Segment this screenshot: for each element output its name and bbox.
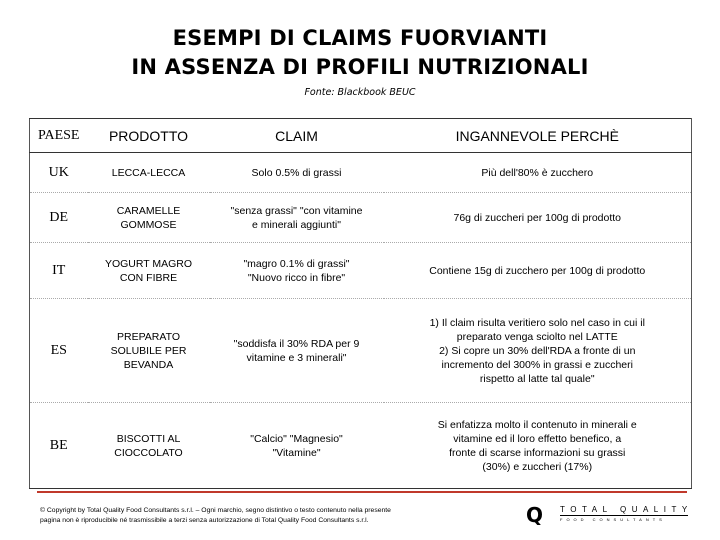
cell-line: Solo 0.5% di grassi [251,166,342,179]
cell-line: fronte di scarse informazioni su grassi [449,446,626,459]
cell-line: Più dell'80% è zucchero [481,166,594,179]
cell-country: IT [30,243,88,299]
column-header-country: PAESE [30,119,88,153]
table-row [30,193,692,243]
cell-line: 1) Il claim risulta veritiero solo nel caso in cui il [429,316,645,329]
logo-name: TOTAL QUALITY [560,505,693,514]
copyright-line-1: © Copyright by Total Quality Food Consultants s.r.l. – Ogni marchio, segno distintivo o testo contenuto nella presente [40,507,391,514]
logo-subtitle: FOOD CONSULTANTS [560,517,666,522]
table-row [30,403,692,489]
cell-line: PREPARATO [116,330,180,343]
cell-line: "magro 0.1% di grassi" [243,257,350,270]
cell-product [88,153,210,193]
cell-claim [210,243,384,299]
cell-line: 2) Si copre un 30% dell'RDA a fronte di un [439,344,636,357]
page-title [0,24,720,82]
cell-why [384,243,692,299]
cell-line: CIOCCOLATO [114,446,183,459]
cell-line: SOLUBILE PER [110,344,187,357]
copyright-notice [40,506,508,526]
cell-product [88,403,210,489]
column-header-product: PRODOTTO [88,119,210,153]
cell-line: BISCOTTI AL [116,432,181,445]
table-row [30,243,692,299]
column-header-why: INGANNEVOLE PERCHÈ [384,119,692,153]
cell-line: GOMMOSE [120,218,177,231]
copyright-line-2: pagina non è riproducibile né trasmissibile a terzi senza autorizzazione di Total Quality Food Consultants s.r.l. [40,517,369,524]
logo-rule [560,515,688,516]
cell-product [88,193,210,243]
table-row [30,153,692,193]
table-header-row [30,119,692,153]
cell-claim [210,403,384,489]
cell-line: "Nuovo ricco in fibre" [247,271,346,284]
claims-table [29,118,692,489]
source-note: Fonte: Blackbook BEUC [304,87,416,98]
cell-line: incremento del 300% in grassi e zuccheri [441,358,633,371]
title-line-2: IN ASSENZA DI PROFILI NUTRIZIONALI [131,55,589,79]
cell-claim [210,299,384,403]
cell-country: DE [30,193,88,243]
cell-line: preparato venga sciolto nel LATTE [456,330,618,343]
cell-line: 76g di zuccheri per 100g di prodotto [453,211,622,224]
cell-line: vitamine ed il loro effetto benefico, a [453,432,622,445]
cell-why [384,299,692,403]
cell-claim [210,153,384,193]
cell-line: "Calcio" "Magnesio" [250,432,343,445]
cell-product [88,299,210,403]
cell-claim [210,193,384,243]
cell-why [384,193,692,243]
cell-line: LECCA-LECCA [111,166,186,179]
cell-product [88,243,210,299]
cell-line: YOGURT MAGRO [104,257,193,270]
cell-line: Contiene 15g di zucchero per 100g di prodotto [429,264,646,277]
cell-line: CARAMELLE [116,204,181,217]
cell-line: vitamine e 3 minerali" [246,351,347,364]
cell-line: Si enfatizza molto il contenuto in minerali e [437,418,637,431]
cell-country: BE [30,403,88,489]
cell-country: UK [48,164,69,180]
cell-why [384,403,692,489]
cell-line: CON FIBRE [119,271,178,284]
title-line-1: ESEMPI DI CLAIMS FUORVIANTI [172,26,548,50]
cell-line: (30%) e zuccheri (17%) [482,460,593,473]
logo-letter: Q [526,503,544,527]
cell-line: "senza grassi" "con vitamine [230,204,363,217]
cell-line: "Vitamine" [272,446,321,459]
company-logo [522,502,692,528]
cell-line: BEVANDA [123,358,174,371]
column-header-claim: CLAIM [210,119,384,153]
cell-why [384,153,692,193]
footer-divider [37,491,687,493]
cell-line: e minerali aggiunti" [252,218,341,231]
table-row [30,299,692,403]
cell-line: "soddisfa il 30% RDA per 9 [233,337,360,350]
cell-line: rispetto al latte tal quale" [479,372,595,385]
cell-country: ES [30,299,88,403]
